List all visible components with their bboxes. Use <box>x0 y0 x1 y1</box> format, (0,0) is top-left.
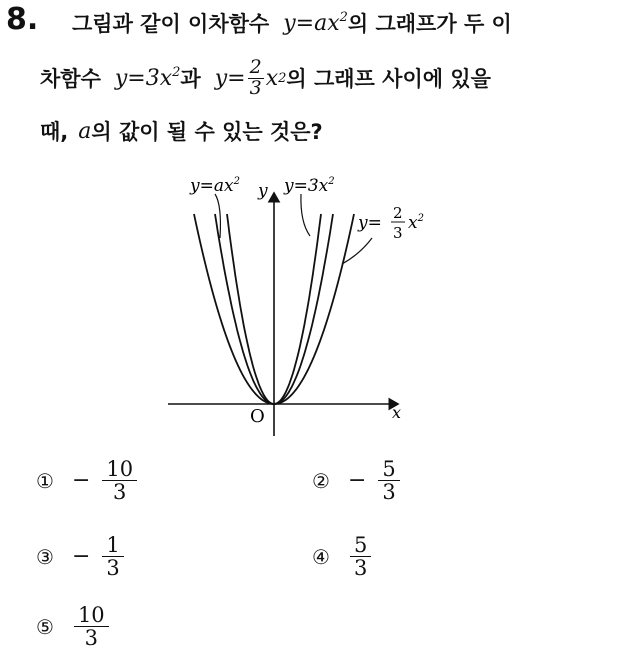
line3-prefix: 때, <box>40 120 69 144</box>
option-3-mark: ③ <box>36 544 54 569</box>
option-1-mark: ① <box>36 468 54 493</box>
option-4-fraction <box>350 534 371 579</box>
label-two-thirds-den: 3 <box>393 224 403 242</box>
line3-var: a <box>78 118 92 144</box>
label-two-thirds-lhs: y= <box>358 213 382 233</box>
option-3[interactable] <box>36 534 126 579</box>
line2-suffix: 의 그래프 사이에 있을 <box>286 67 491 92</box>
option-2-den: 3 <box>382 480 396 505</box>
line1-eq-rhs: =ax <box>295 11 340 36</box>
line2-frac-den: 3 <box>249 76 262 99</box>
line2-exp2: 2 <box>278 70 287 86</box>
option-4-mark: ④ <box>312 544 330 569</box>
line1-eq-lhs: y <box>283 11 296 36</box>
line2-mid: 과 <box>180 67 201 92</box>
y-axis-label: y <box>258 181 268 201</box>
line2-eq2-var: x <box>265 65 279 91</box>
line3-suffix: 의 값이 될 수 있는 것은? <box>91 120 323 144</box>
label-two-thirds-num: 2 <box>393 204 403 222</box>
line1-exp: 2 <box>339 10 348 25</box>
option-1-fraction <box>102 458 137 503</box>
line2-prefix: 차함수 <box>40 67 101 92</box>
leader-line-3x2 <box>301 194 310 236</box>
option-5-mark: ⑤ <box>36 614 54 639</box>
option-1[interactable] <box>36 458 139 503</box>
option-3-num: 1 <box>102 534 123 557</box>
option-4[interactable] <box>312 534 373 579</box>
line2-frac-num: 2 <box>249 56 262 78</box>
label-3x2: $y=3x^2$ <box>284 176 335 196</box>
line1-suffix: 의 그래프가 두 이 <box>347 12 512 36</box>
option-1-den: 3 <box>113 480 127 505</box>
line2-eq2-lhs: y= <box>214 65 246 91</box>
origin-label: O <box>250 406 265 427</box>
label-ax2: $y=ax^2$ <box>190 176 240 196</box>
option-3-den: 3 <box>106 556 120 581</box>
option-2-fraction <box>378 458 399 503</box>
label-two-thirds-var: $x^2$ <box>408 213 424 233</box>
option-5-num: 10 <box>74 604 109 627</box>
option-4-num: 5 <box>350 534 371 557</box>
question-number: 8. <box>6 2 39 37</box>
option-5-den: 3 <box>84 626 98 651</box>
option-2-sign: − <box>347 468 367 494</box>
line2-exp1: 2 <box>172 65 181 81</box>
option-3-fraction <box>102 534 123 579</box>
option-5-fraction <box>74 604 109 649</box>
option-2-num: 5 <box>378 458 399 481</box>
option-3-sign: − <box>71 544 91 570</box>
line2-eq1: y=3x <box>114 66 173 92</box>
line1-prefix: 그림과 같이 이차함수 <box>72 12 270 36</box>
option-2[interactable] <box>312 458 402 503</box>
option-1-sign: − <box>71 468 91 494</box>
option-4-den: 3 <box>353 556 368 581</box>
option-5[interactable] <box>36 604 111 649</box>
option-2-mark: ② <box>312 468 330 493</box>
option-1-num: 10 <box>102 458 137 481</box>
x-axis-label: x <box>392 403 402 422</box>
